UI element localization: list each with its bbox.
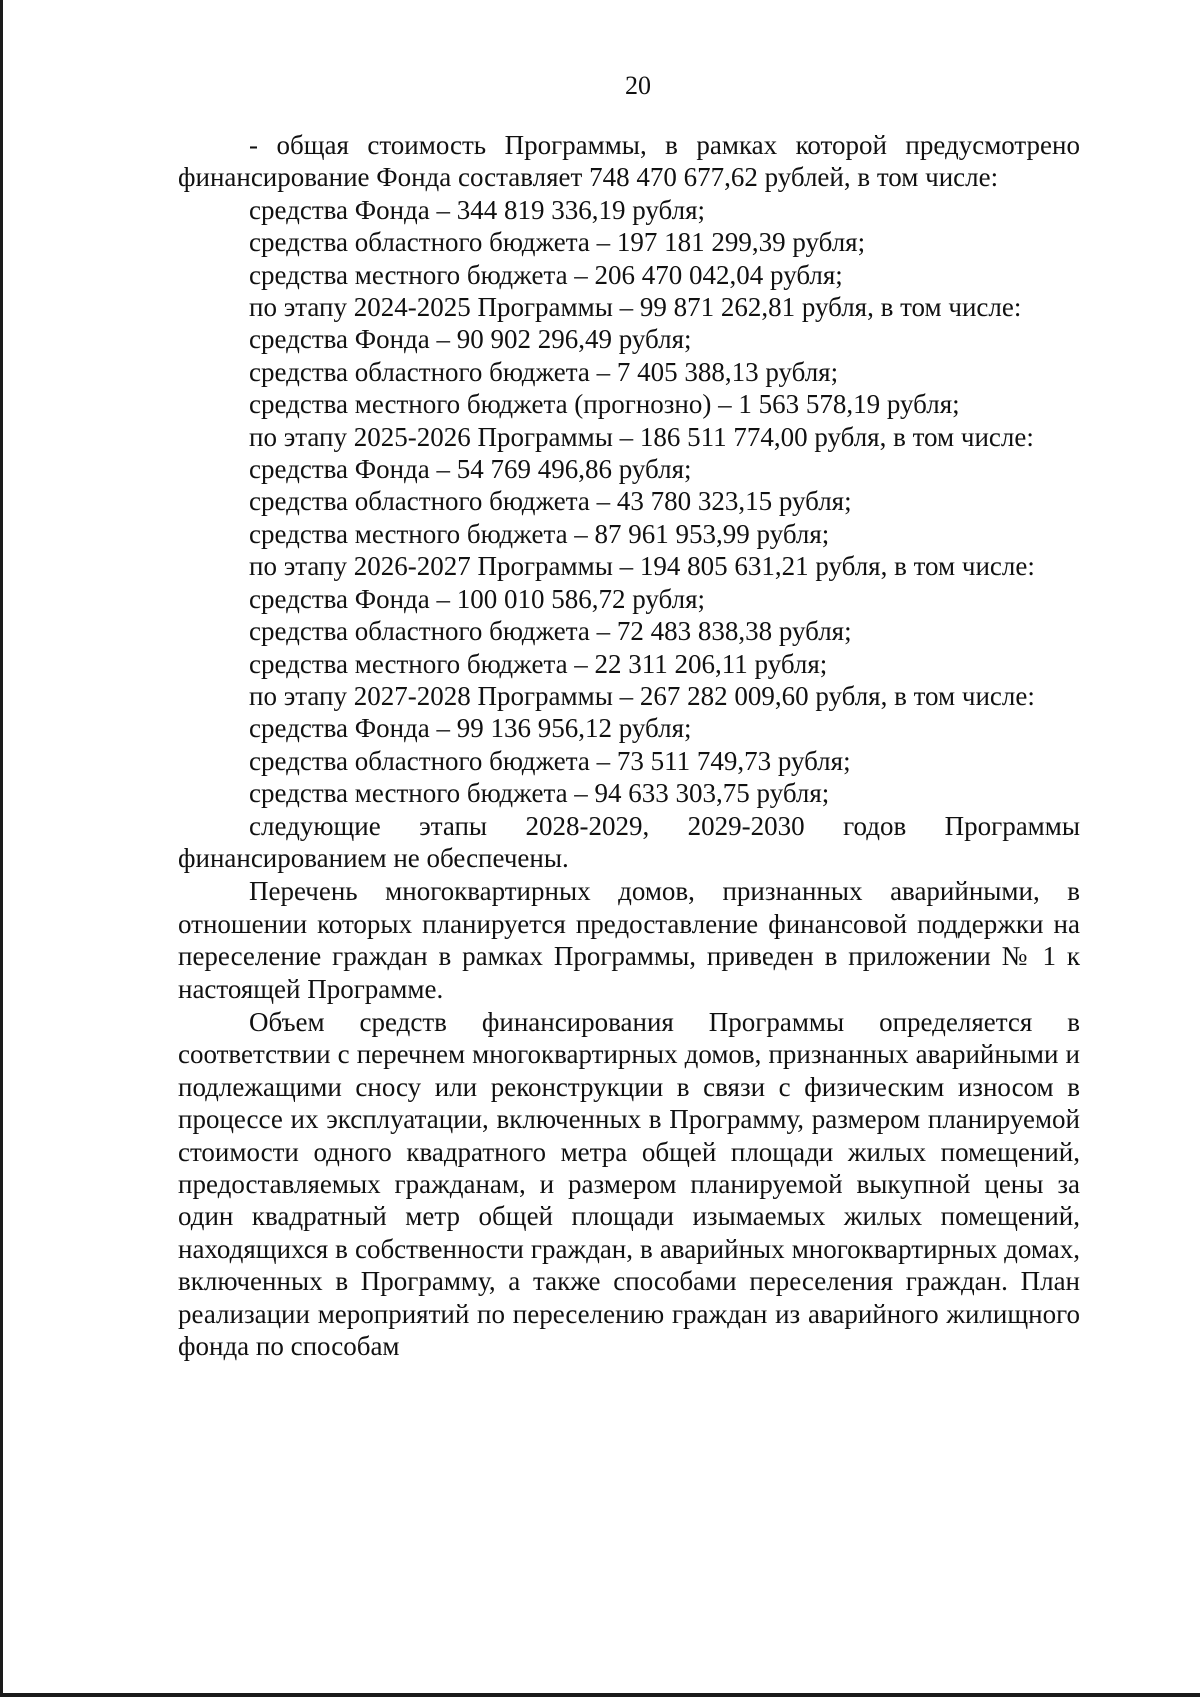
document-body bbox=[178, 129, 1080, 1362]
scan-border-bottom bbox=[0, 1693, 1200, 1697]
total-cost-line: - общая стоимость Программы, в рамках которой предусмотрено финансирование Фонда составляет 748 470 677,62 рублей, в том числе: bbox=[178, 130, 1080, 193]
stage-2027-2028-line: по этапу 2027-2028 Программы – 267 282 009,60 рубля, в том числе: bbox=[249, 680, 1035, 711]
stage-2026-2027-regional-line: средства областного бюджета – 72 483 838,38 рубля; bbox=[249, 616, 852, 647]
page-number: 20 bbox=[625, 71, 651, 100]
stage-2025-2026-local-line: средства местного бюджета – 87 961 953,99 рубля; bbox=[249, 518, 830, 549]
stage-2026-2027-fund-line: средства Фонда – 100 010 586,72 рубля; bbox=[249, 583, 706, 614]
stage-2025-2026-line: по этапу 2025-2026 Программы – 186 511 774,00 рубля, в том числе: bbox=[249, 421, 1034, 452]
stage-2024-2025-line: по этапу 2024-2025 Программы – 99 871 262,81 рубля, в том числе: bbox=[249, 292, 1022, 323]
stage-2024-2025-local-line: средства местного бюджета (прогнозно) – 1 563 578,19 рубля; bbox=[249, 389, 960, 420]
stage-2027-2028-fund-line: средства Фонда – 99 136 956,12 рубля; bbox=[249, 713, 692, 744]
stage-2024-2025-regional-line: средства областного бюджета – 7 405 388,13 рубля; bbox=[249, 356, 839, 387]
next-stages-line: следующие этапы 2028-2029, 2029-2030 годов Программы финансированием не обеспечены. bbox=[178, 810, 1080, 873]
funding-volume-paragraph: Объем средств финансирования Программы определяется в соответствии с перечнем многоквартирных домов, признанных аварийными и подлежащими сносу или реконструкции в связи с физическим износом в процессе их эксплуатации, включенных в Программу, размером планируемой стоимости одного квадратного метра общей площади жилых помещений, предоставляемых гражданам, и размером планируемой выкупной цены за один квадратный метр общей площади изымаемых жилых помещений, находящихся в собственности граждан, в аварийных многоквартирных домах, включенных в Программу, а также способами переселения граждан. План реализации мероприятий по переселению граждан из аварийного жилищного фонда по способам bbox=[178, 1006, 1080, 1362]
stage-2026-2027-local-line: средства местного бюджета – 22 311 206,11 рубля; bbox=[249, 648, 828, 679]
total-fund-line: средства Фонда – 344 819 336,19 рубля; bbox=[249, 194, 706, 225]
stage-2025-2026-regional-line: средства областного бюджета – 43 780 323,15 рубля; bbox=[249, 486, 852, 517]
total-regional-line: средства областного бюджета – 197 181 299,39 рубля; bbox=[249, 227, 866, 258]
stage-2027-2028-regional-line: средства областного бюджета – 73 511 749,73 рубля; bbox=[249, 745, 851, 776]
total-local-line: средства местного бюджета – 206 470 042,04 рубля; bbox=[249, 259, 843, 290]
stage-2026-2027-line: по этапу 2026-2027 Программы – 194 805 631,21 рубля, в том числе: bbox=[249, 551, 1035, 582]
stage-2027-2028-local-line: средства местного бюджета – 94 633 303,75 рубля; bbox=[249, 778, 830, 809]
houses-list-paragraph: Перечень многоквартирных домов, признанных аварийными, в отношении которых планируется предоставление финансовой поддержки на переселение граждан в рамках Программы, приведен в приложении № 1 к настоящей Программе. bbox=[178, 876, 1080, 1004]
scan-border-left bbox=[0, 0, 3, 1697]
stage-2025-2026-fund-line: средства Фонда – 54 769 496,86 рубля; bbox=[249, 454, 692, 485]
stage-2024-2025-fund-line: средства Фонда – 90 902 296,49 рубля; bbox=[249, 324, 692, 355]
